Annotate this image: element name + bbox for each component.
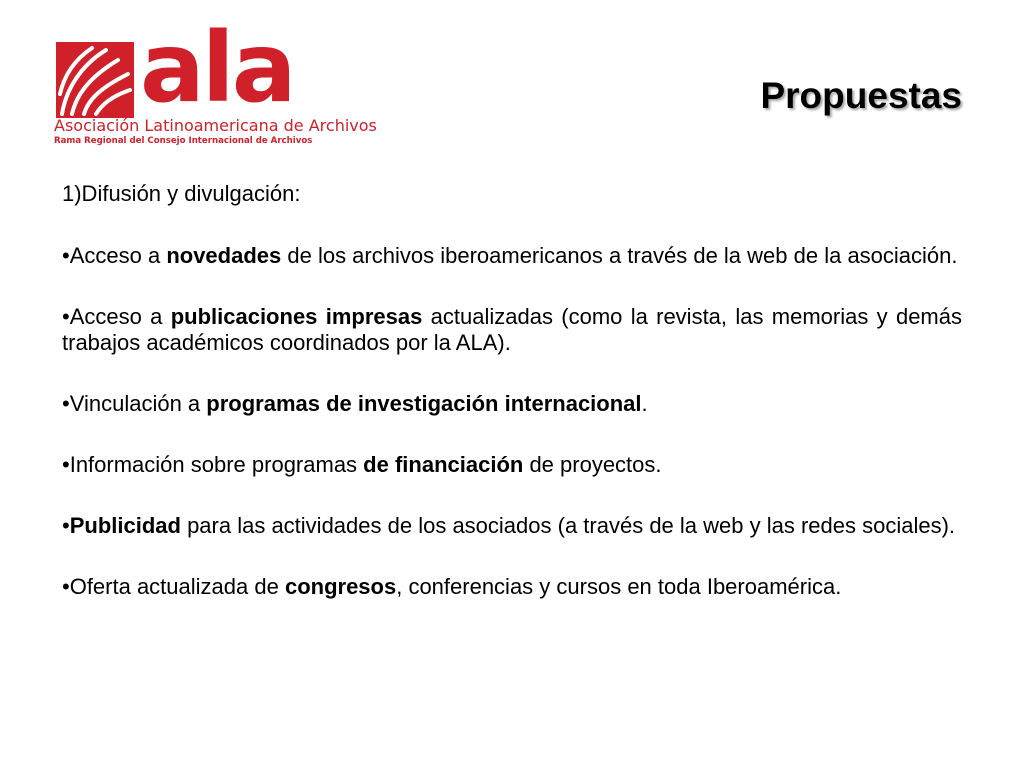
bullet-text: de proyectos. xyxy=(523,452,662,477)
ala-emblem-icon xyxy=(56,42,134,118)
bullet-emphasis: de financiación xyxy=(363,452,524,477)
bullet-emphasis: publicaciones impresas xyxy=(170,304,423,329)
bullet-item xyxy=(62,243,962,269)
bullet-item xyxy=(62,304,962,356)
bullet-text: •Acceso a xyxy=(62,243,167,268)
ala-logo xyxy=(52,12,377,148)
bullet-item xyxy=(62,574,962,600)
slide-title: Propuestas xyxy=(760,75,962,116)
logo-wordmark: ala xyxy=(140,12,294,124)
bullet-text: , conferencias y cursos en toda Iberoamérica. xyxy=(396,574,842,599)
bullet-text: •Vinculación a xyxy=(62,391,207,416)
bullet-text: actualizadas (como la revista, las memorias y demás trabajos académicos coordinados por la ALA). xyxy=(62,304,962,355)
bullet-item xyxy=(62,391,962,417)
bullet-emphasis: congresos xyxy=(284,574,397,599)
logo-subtitle: Rama Regional del Consejo Internacional de Archivos xyxy=(54,136,313,146)
bullet-emphasis: novedades xyxy=(166,243,282,268)
bullet-text: de los archivos iberoamericanos a través de la web de la asociación. xyxy=(281,243,958,268)
bullet-emphasis: programas de investigación internacional xyxy=(206,391,642,416)
bullet-text: •Información sobre programas xyxy=(62,452,364,477)
bullet-text: • xyxy=(62,513,70,538)
bullet-item xyxy=(62,452,962,478)
bullet-text: •Oferta actualizada de xyxy=(62,574,285,599)
section-heading: 1)Difusión y divulgación: xyxy=(62,181,301,206)
logo-organization-name: Asociación Latinoamericana de Archivos xyxy=(54,116,377,135)
emblem-background xyxy=(56,42,134,118)
bullet-list xyxy=(62,243,962,600)
bullet-item xyxy=(62,513,962,539)
slide-body xyxy=(62,181,962,635)
bullet-text: •Acceso a xyxy=(62,304,171,329)
bullet-text: . xyxy=(641,391,648,416)
bullet-text: para las actividades de los asociados (a través de la web y las redes sociales). xyxy=(180,513,956,538)
bullet-emphasis: Publicidad xyxy=(69,513,181,538)
